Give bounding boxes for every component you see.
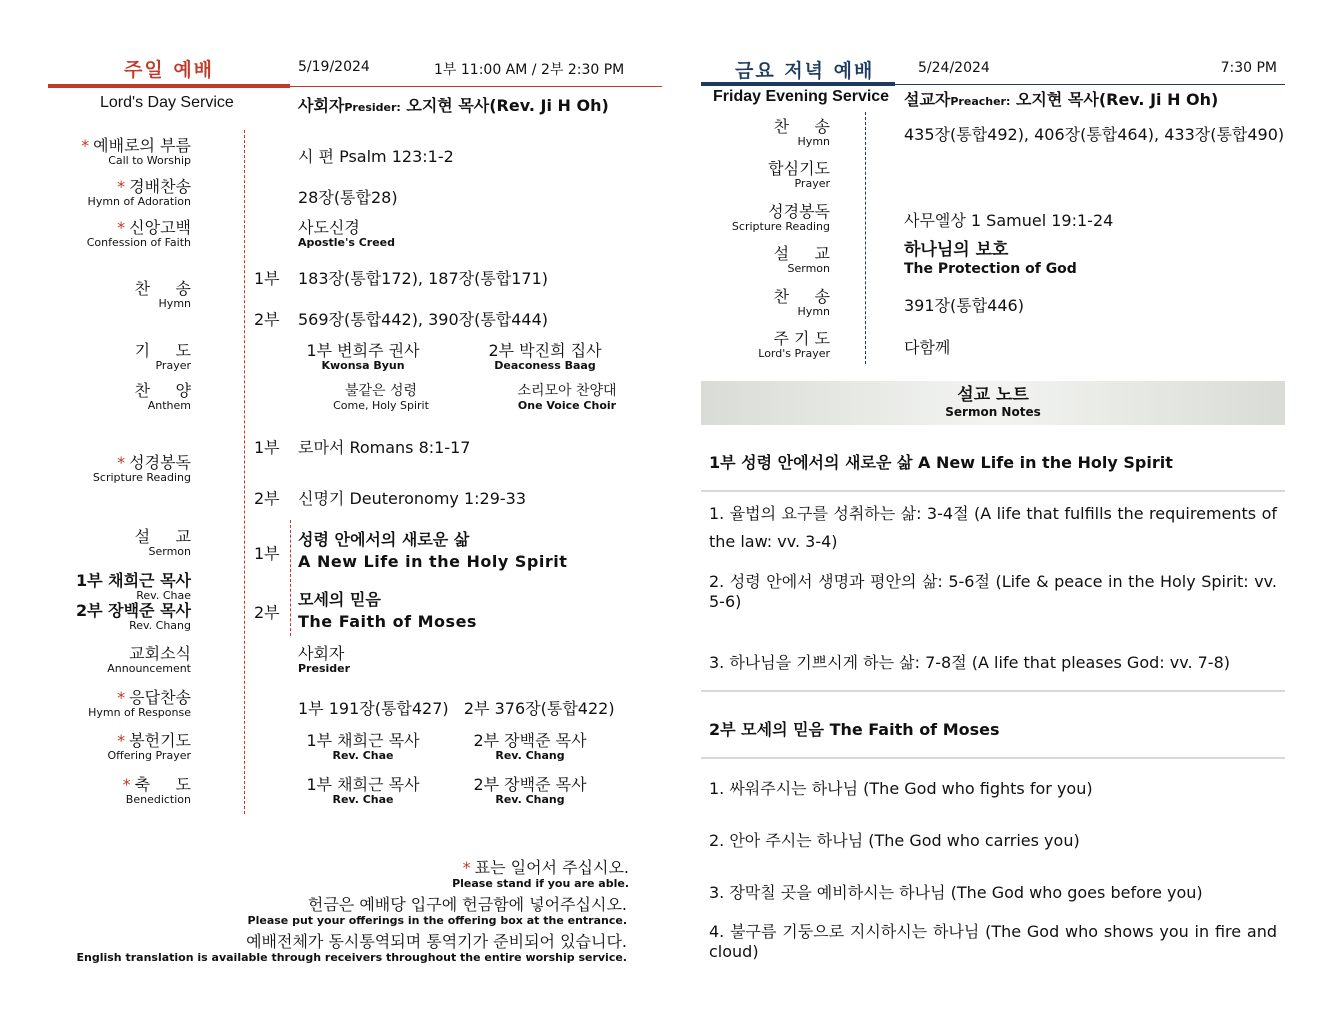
note2-divider-top [701, 690, 1285, 692]
label-hymn: 찬 송 Hymn [134, 279, 191, 310]
friday-date: 5/24/2024 [918, 60, 990, 76]
scripture-content-2: 신명기 Deuteronomy 1:29-33 [298, 489, 527, 508]
fri-content-scripture: 사무엘상 1 Samuel 19:1-24 [904, 211, 1114, 230]
sermon-2: 모세의 믿음 The Faith of Moses [298, 590, 477, 631]
friday-preacher: 설교자Preacher: 오지현 목사(Rev. Ji H Oh) [904, 90, 1219, 109]
sunday-header-rule [290, 86, 662, 87]
note1-divider [701, 490, 1285, 492]
friday-time: 7:30 PM [1220, 60, 1277, 76]
sermon-bu1: 1부 [254, 544, 280, 563]
sunday-title-en: Lord's Day Service [100, 94, 234, 111]
label-preachers: 1부 채희근 목사 Rev. Chae 2부 장백준 목사 Rev. Chang [75, 571, 191, 632]
fri-label-hymn-2: 찬 송 Hymn [773, 287, 830, 318]
benediction-1: 1부 채희근 목사 Rev. Chae [306, 775, 420, 806]
content-call-to-worship: 시 편 Psalm 123:1-2 [298, 147, 454, 166]
scripture-content-1: 로마서 Romans 8:1-17 [298, 438, 471, 457]
scripture-bu2: 2부 [254, 489, 280, 508]
friday-title-en: Friday Evening Service [713, 88, 890, 105]
label-anthem: 찬 양 Anthem [134, 381, 191, 412]
note2-point-1: 1. 싸워주시는 하나님 (The God who fights for you) [709, 779, 1093, 798]
friday-title-underline [701, 82, 895, 86]
content-hymn-response: 1부 191장(통합427) 2부 376장(통합422) [298, 699, 615, 718]
benediction-2: 2부 장백준 목사 Rev. Chang [473, 775, 587, 806]
label-sermon: 설 교 Sermon [134, 527, 191, 558]
note1-point-1: 1. 율법의 요구를 성취하는 삶: 3-4절 (A life that fulfills the requirements of the law: vv. 3-4) [709, 504, 1277, 551]
note2-divider [701, 757, 1285, 759]
note1-point-2: 2. 성령 안에서 생명과 평안의 삶: 5-6절 (Life & peace in the Holy Spirit: vv. 5-6) [709, 572, 1277, 611]
fri-content-lords-prayer: 다함께 [904, 338, 951, 357]
friday-title-ko: 금요 저녁 예배 [735, 60, 875, 82]
note2-point-4: 4. 불구름 기둥으로 지시하시는 하나님 (The God who shows you in fire and cloud) [709, 922, 1277, 961]
sermon-notes-header [701, 381, 1285, 425]
label-benediction: * 축 도 Benediction [122, 775, 191, 806]
label-offering-prayer: * 봉헌기도 Offering Prayer [107, 731, 191, 762]
sunday-times: 1부 11:00 AM / 2부 2:30 PM [434, 62, 625, 78]
note2-point-2: 2. 안아 주시는 하나님 (The God who carries you) [709, 831, 1080, 850]
fri-label-scripture: 성경봉독 Scripture Reading [731, 202, 830, 233]
sermon-notes-title-en: Sermon Notes [945, 405, 1041, 419]
prayer-1: 1부 변희주 권사 Kwonsa Byun [306, 341, 420, 372]
sermon-bu2: 2부 [254, 603, 280, 622]
fri-label-lords-prayer: 주 기 도 Lord's Prayer [758, 329, 830, 360]
fri-label-hymn: 찬 송 Hymn [773, 117, 830, 148]
footer-offering: 헌금은 예배당 입구에 헌금함에 넣어주십시오. Please put your offerings in the offering box at the entrance. [247, 895, 627, 927]
fri-content-sermon: 하나님의 보호 The Protection of God [904, 240, 1077, 277]
fri-label-sermon: 설 교 Sermon [773, 244, 830, 275]
content-hymn-adoration: 28장(통합28) [298, 188, 398, 207]
order-divider [244, 130, 245, 814]
offering-prayer-2: 2부 장백준 목사 Rev. Chang [473, 731, 587, 762]
hymn-content-2: 569장(통합442), 390장(통합444) [298, 310, 549, 329]
friday-order-divider [865, 112, 866, 364]
presider-name: 오지현 목사(Rev. Ji H Oh) [406, 96, 609, 115]
sermon-notes-title-ko: 설교 노트 [957, 385, 1029, 405]
footer-stand: * 표는 일어서 주십시오. Please stand if you are able. [452, 858, 629, 890]
anthem-title: 불같은 성령 Come, Holy Spirit [333, 383, 429, 412]
sunday-title-underline [48, 84, 290, 88]
label-confession: * 신앙고백 Confession of Faith [86, 218, 191, 249]
presider-label-en: Presider: [344, 101, 401, 114]
sermon-divider [290, 520, 291, 636]
fri-content-hymn: 435장(통합492), 406장(통합464), 433장(통합490) [904, 125, 1285, 144]
label-scripture: * 성경봉독 Scripture Reading [92, 453, 191, 484]
hymn-content-1: 183장(통합172), 187장(통합171) [298, 269, 549, 288]
content-announcement: 사회자 Presider [298, 644, 351, 675]
note2-point-3: 3. 장막칠 곳을 예비하시는 하나님 (The God who goes before you) [709, 883, 1203, 902]
hymn-bu1: 1부 [254, 269, 280, 288]
anthem-choir: 소리모아 찬양대 One Voice Choir [517, 383, 617, 412]
footer-translation: 예배전체가 동시통역되며 통역기가 준비되어 있습니다. English translation is available through receivers throughout the entire worship service. [76, 932, 627, 964]
note1-title: 1부 성령 안에서의 새로운 삶 A New Life in the Holy Spirit [709, 453, 1173, 472]
content-confession: 사도신경 Apostle's Creed [298, 218, 396, 249]
label-prayer: 기 도 Prayer [134, 341, 191, 372]
fri-content-hymn-2: 391장(통합446) [904, 296, 1024, 315]
note2-title: 2부 모세의 믿음 The Faith of Moses [709, 720, 1000, 739]
sunday-title-ko: 주일 예배 [124, 59, 215, 81]
sunday-date: 5/19/2024 [298, 59, 370, 75]
sunday-presider [298, 93, 609, 116]
label-hymn-adoration: * 경배찬송 Hymn of Adoration [87, 177, 191, 208]
offering-prayer-1: 1부 채희근 목사 Rev. Chae [306, 731, 420, 762]
friday-header-rule [895, 84, 1285, 85]
presider-label-ko: 사회자 [298, 96, 345, 115]
fri-label-prayer: 합심기도 Prayer [768, 159, 830, 190]
label-announcement: 교회소식 Announcement [107, 644, 191, 675]
scripture-bu1: 1부 [254, 438, 280, 457]
label-call-to-worship: * 예배로의 부름 Call to Worship [81, 136, 191, 167]
sermon-1: 성령 안에서의 새로운 삶 A New Life in the Holy Spirit [298, 530, 568, 571]
label-hymn-response: * 응답찬송 Hymn of Response [88, 688, 191, 719]
prayer-2: 2부 박진희 집사 Deaconess Baag [488, 341, 602, 372]
note1-point-3: 3. 하나님을 기쁘시게 하는 삶: 7-8절 (A life that pleases God: vv. 7-8) [709, 653, 1230, 672]
hymn-bu2: 2부 [254, 310, 280, 329]
